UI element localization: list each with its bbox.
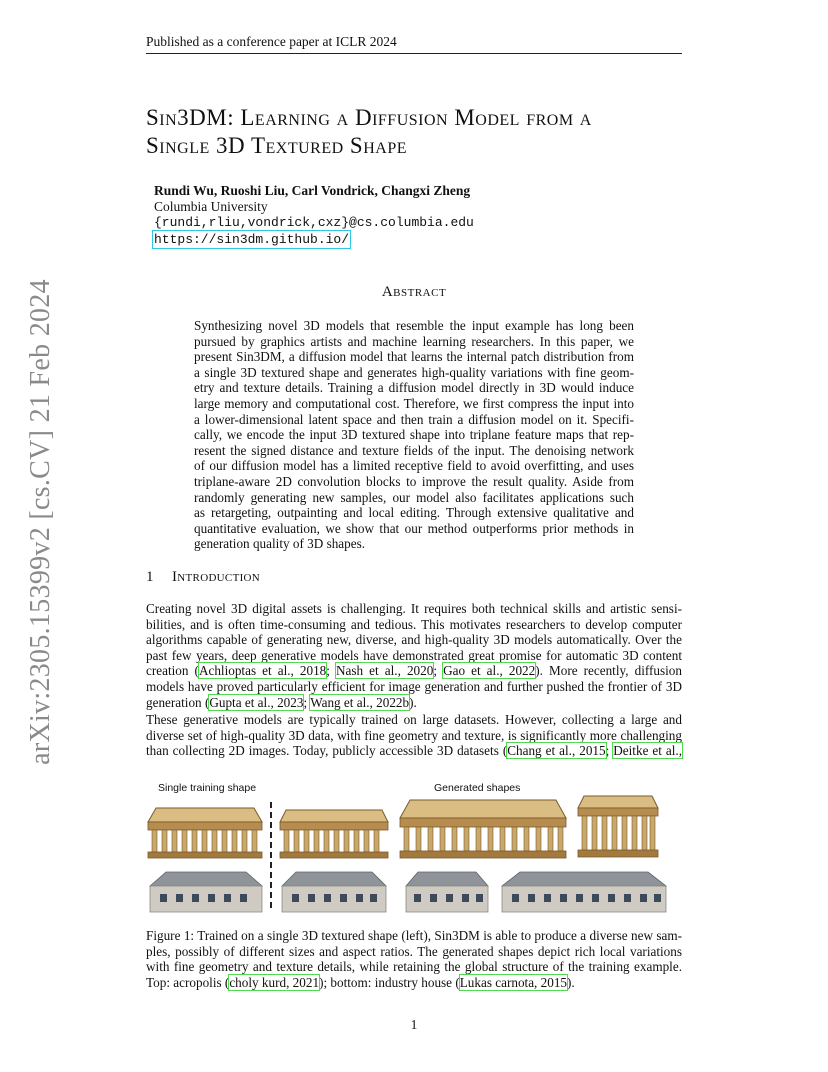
affiliation: Columbia University: [154, 199, 268, 214]
citation-link[interactable]: Gao et al., 2022: [443, 663, 536, 679]
text-span: creation (: [146, 663, 199, 679]
paragraph-line: [146, 695, 682, 711]
abstract-line: cally, we encode the input 3D textured shape into triplane feature maps that rep-: [194, 427, 634, 443]
figure-1: [146, 780, 682, 920]
citation-link[interactable]: Gupta et al., 2023: [209, 694, 304, 710]
abstract-line: a lower-dimensional latent space and then train a diffusion model on it. Specifi-: [194, 411, 634, 427]
acropolis-generated-shape: [576, 790, 660, 862]
intro-paragraph-1: [146, 601, 682, 710]
abstract-line: large memory and computational cost. Therefore, we first compress the input into: [194, 395, 634, 411]
paper-title: [146, 104, 706, 160]
text-span: ).: [409, 694, 417, 710]
section-heading-introduction: [146, 569, 260, 586]
text-span: Top: acropolis (: [146, 974, 230, 990]
citation-link[interactable]: Achlioptas et al., 2018: [198, 663, 327, 679]
citation-link[interactable]: Chang et al., 2015: [507, 743, 606, 759]
project-url-link[interactable]: https://sin3dm.github.io/: [154, 232, 350, 247]
citation-link[interactable]: Deitke et al.,: [613, 743, 683, 759]
figure-1-caption: [146, 928, 682, 990]
citation-link[interactable]: Wang et al., 2022b: [310, 694, 410, 710]
text-span: ;: [433, 663, 444, 679]
page-number: 1: [410, 1017, 418, 1032]
caption-line: ples, possibly of different sizes and aspect ratios. The generated shapes depict rich local variations: [146, 943, 682, 959]
abstract-line: etry and texture details. Training a diffusion model directly in 3D would induce: [194, 380, 634, 396]
house-training-shape: [146, 870, 264, 916]
abstract-line: a single 3D textured shape and generates high-quality variations with fine geom-: [194, 364, 634, 380]
house-generated-shape: [278, 870, 390, 916]
abstract-line: quantitative evaluation, we show that our method outperforms prior methods in: [194, 520, 634, 536]
acropolis-generated-shape: [278, 804, 390, 862]
citation-link[interactable]: Lukas carnota, 2015: [459, 974, 568, 990]
abstract-line: generation quality of 3D shapes.: [194, 536, 366, 552]
paragraph-line: bilities, and is often time-consuming and tedious. This motivates researchers to develop computer: [146, 616, 682, 632]
caption-line: [146, 975, 682, 991]
citation-link[interactable]: Nash et al., 2020: [336, 663, 434, 679]
running-header: Published as a conference paper at ICLR 2024: [146, 34, 397, 49]
paragraph-line: models have proved particularly efficient for image generation and further pushed the frontier of 3D: [146, 678, 682, 694]
abstract-line: randomly generating new samples, our model also facilitates applications such: [194, 489, 634, 505]
paragraph-line: [146, 663, 682, 679]
abstract-line: of our diffusion model has a limited receptive field to avoid overfitting, and uses: [194, 458, 634, 474]
paragraph-line: past few years, deep generative models have demonstrated great promise for automatic 3D content: [146, 647, 682, 663]
citation-link[interactable]: choly kurd, 2021: [229, 974, 320, 990]
abstract-line: as retargeting, outpainting and local editing. Through extensive qualitative and: [194, 505, 634, 521]
acropolis-training-shape: [146, 800, 264, 862]
acropolis-generated-shape: [398, 794, 568, 862]
figure-label-training: Single training shape: [158, 782, 257, 794]
abstract-line: Synthesizing novel 3D models that resemble the input example has long been: [194, 318, 634, 333]
intro-paragraph-2: [146, 712, 682, 759]
figure-label-generated: Generated shapes: [434, 782, 521, 794]
author-block: [154, 183, 474, 248]
arxiv-sidebar: [25, 279, 56, 765]
text-span: ;: [605, 743, 614, 759]
caption-line: Figure 1: Trained on a single 3D textured shape (left), Sin3DM is able to produce a diverse new sam-: [146, 928, 682, 943]
author-emails: {rundi,rliu,vondrick,cxz}@cs.columbia.edu: [154, 215, 474, 230]
figure-divider: [270, 802, 272, 908]
text-span: ).: [567, 974, 575, 990]
text-span: ;: [303, 694, 311, 710]
abstract-line: present Sin3DM, a diffusion model that learns the internal patch distribution from: [194, 349, 634, 365]
house-generated-shape: [402, 870, 492, 916]
abstract-body: [194, 318, 634, 552]
text-span: ). More recently, diffusion: [535, 663, 682, 679]
section-number: 1: [146, 569, 154, 585]
text-span: generation (: [146, 694, 210, 710]
author-names: Rundi Wu, Ruoshi Liu, Carl Vondrick, Changxi Zheng: [154, 183, 471, 198]
abstract-line: triplane-aware 2D convolution blocks to improve the result quality. Aside from: [194, 473, 634, 489]
paragraph-line: algorithms capable of generating new, diverse, and high-quality 3D models automatically. Over the: [146, 632, 682, 648]
section-title: Introduction: [172, 569, 261, 585]
abstract-heading: Abstract: [381, 284, 447, 300]
text-span: ;: [326, 663, 337, 679]
abstract-line: resent the signed distance and texture fields of the input. The denoising network: [194, 442, 634, 458]
house-generated-shape: [498, 870, 670, 916]
paragraph-line: diverse set of high-quality 3D data, with fine geometry and texture, is significantly more challenging: [146, 727, 682, 743]
paragraph-line: Creating novel 3D digital assets is challenging. It requires both technical skills and artistic sensi-: [146, 601, 682, 616]
text-span: ); bottom: industry house (: [319, 974, 460, 990]
paragraph-line: [146, 743, 682, 759]
caption-line: with fine geometry and texture details, while retaining the global structure of the training example.: [146, 959, 682, 975]
header-rule: [146, 53, 682, 54]
text-span: than collecting 2D images. Today, publicly accessible 3D datasets (: [146, 743, 508, 759]
title-line-1: Sin3DM: Learning a Diffusion Model from a: [146, 105, 592, 130]
paragraph-line: These generative models are typically trained on large datasets. However, collecting a large and: [146, 712, 682, 727]
abstract-line: pursued by graphics artists and machine learning researchers. In this paper, we: [194, 333, 634, 349]
title-line-2: Single 3D Textured Shape: [146, 133, 407, 158]
arxiv-identifier[interactable]: arXiv:2305.15399v2 [cs.CV] 21 Feb 2024: [25, 279, 56, 765]
